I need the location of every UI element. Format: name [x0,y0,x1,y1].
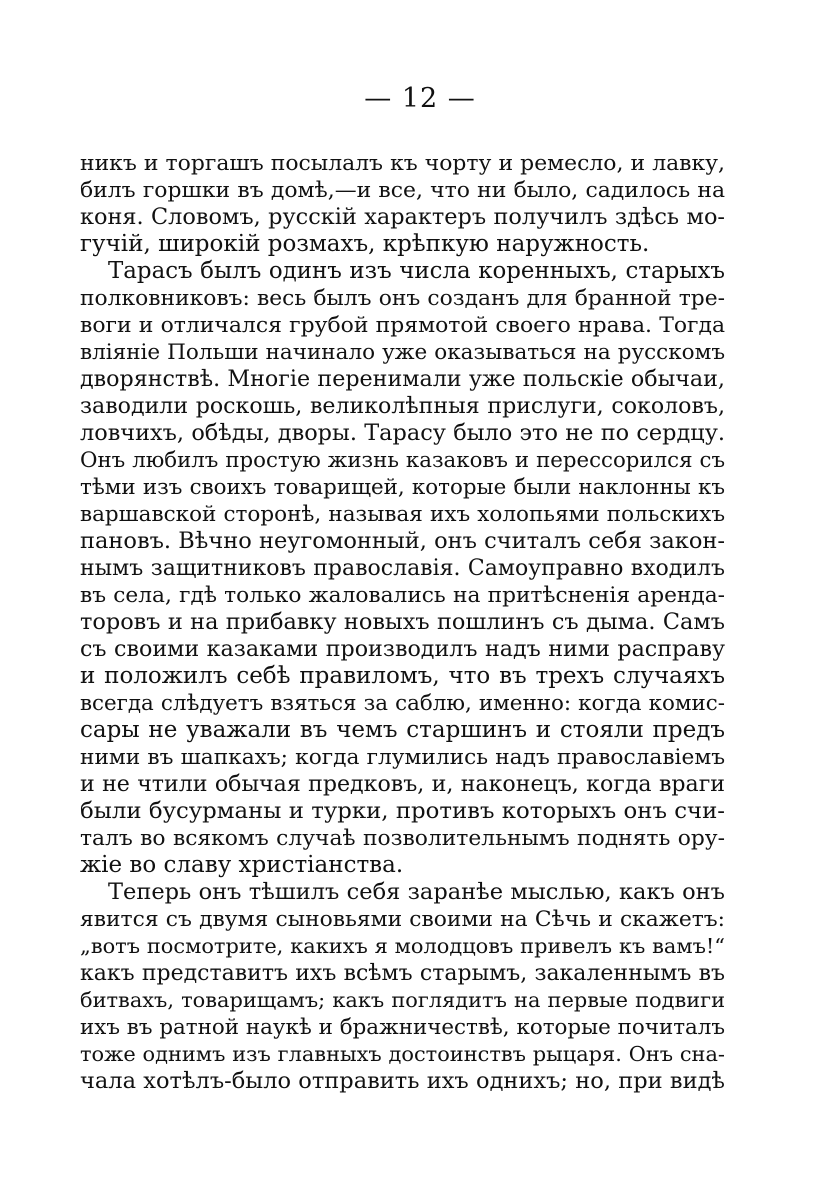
text-line: воги и отличался грубой прямотой своего нрава. Тогда [80,313,725,338]
text-line: заводили роскошь, великолѣпныя прислуги, соколовъ, [80,393,725,419]
text-line: тѣми изъ своихъ товарищей, которые были наклонны къ [80,475,725,500]
text-line: талъ во всякомъ случаѣ позволительнымъ поднять ору- [80,826,725,851]
text-line: сары не уважали въ чемъ старшинъ и стояли предъ [80,717,725,743]
text-line: пановъ. Вѣчно неугомонный, онъ считалъ себя закон- [80,528,725,554]
text-line: ловчихъ, обѣды, дворы. Тарасу было это не по сердцу. [80,420,725,446]
text-line: чала хотѣлъ-было отправить ихъ однихъ; но, при видѣ [80,1068,725,1094]
text-line: и не чтили обычая предковъ, и, наконецъ, когда враги [80,771,725,797]
text-line: тоже однимъ изъ главныхъ достоинствъ рыцаря. Онъ сна- [80,1042,725,1066]
text-line: всегда слѣдуетъ взяться за саблю, именно: когда комис- [80,691,725,716]
text-line: Онъ любилъ простую жизнь казаковъ и перессорился съ [80,448,725,473]
paragraph-1 [80,150,725,258]
text-line: полковниковъ: весь былъ онъ созданъ для бранной тре- [80,286,725,311]
text-line: нымъ защитниковъ православія. Самоуправно входилъ [80,556,725,581]
text-line: билъ горшки въ домѣ,—и все, что ни было, садилось на [80,178,725,203]
text-line: „вотъ посмотрите, какихъ я молодцовъ привелъ къ вамъ!“ [80,934,725,958]
text-line: битвахъ, товарищамъ; какъ поглядитъ на первые подвиги [80,988,725,1012]
text-line: никъ и торгашъ посылалъ къ чорту и ремесло, и лавку, [80,151,725,176]
text-line: Теперь онъ тѣшилъ себя заранѣе мыслью, какъ онъ [108,879,725,905]
text-line: какъ представитъ ихъ всѣмъ старымъ, закаленнымъ въ [80,961,725,986]
text-line: дворянствѣ. Многіе перенимали уже польскіе обычаи, [80,366,725,392]
body-text [80,150,725,1095]
text-line: вліяніе Польши начинало уже оказываться на русскомъ [80,340,725,365]
text-line: коня. Словомъ, русскій характеръ получилъ здѣсь мо- [80,204,725,230]
text-line: жіе во славу христіанства. [80,852,404,878]
text-line: ними въ шапкахъ; когда глумились надъ православіемъ [80,745,725,770]
paragraph-2 [80,258,725,879]
text-line: варшавской сторонѣ, называя ихъ холопьями польскихъ [80,502,725,527]
page-number: — 12 — [364,83,476,114]
text-line: гучій, широкій розмахъ, крѣпкую наружность. [80,231,650,257]
text-line: торовъ и на прибавку новыхъ пошлинъ съ дыма. Самъ [80,609,725,635]
text-line: явится съ двумя сыновьями своими на Сѣчь и скажетъ: [80,907,725,932]
text-line: были бусурманы и турки, противъ которыхъ онъ счи- [80,798,725,824]
text-line: Тарасъ былъ одинъ изъ числа коренныхъ, старыхъ [108,258,725,284]
text-line: ихъ въ ратной наукѣ и бражничествѣ, которые почиталъ [80,1015,725,1040]
text-line: съ своими казаками производилъ надъ ними расправу [80,636,725,662]
paragraph-3 [80,879,725,1095]
text-line: въ села, гдѣ только жаловались на притѣсненія аренда- [80,583,725,608]
text-line: и положилъ себѣ правиломъ, что въ трехъ случаяхъ [80,663,725,689]
